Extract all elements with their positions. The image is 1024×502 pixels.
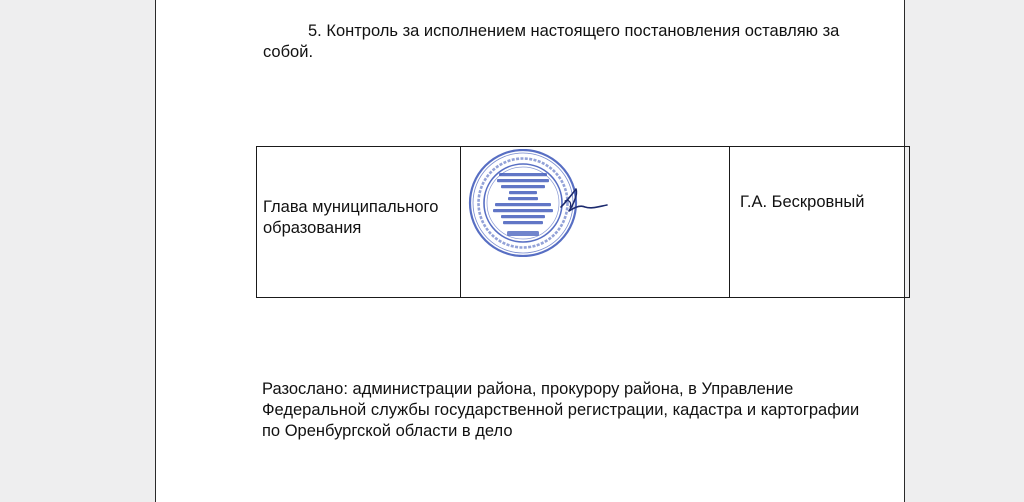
position-cell: [257, 147, 461, 298]
position-title: Глава муниципального образования: [263, 198, 439, 237]
distribution-list: Разослано: администрации района, прокурору района, в Управление Федеральной службы государственной регистрации, кадастра и картографии по Оренбургской области в дело: [262, 380, 860, 440]
document-page: [155, 0, 905, 502]
seal-and-signature-icon: [463, 149, 613, 257]
signature-table: [256, 146, 910, 298]
paragraph-5: 5. Контроль за исполнением настоящего постановления оставляю за собой.: [263, 22, 840, 61]
stamp-area: [461, 147, 729, 297]
signatory-name: Г.А. Бескровный: [740, 193, 865, 211]
official-seal-image: [463, 149, 613, 257]
signature-row: [257, 147, 910, 298]
stamp-cell: [461, 147, 730, 298]
signatory-cell: [730, 147, 910, 298]
